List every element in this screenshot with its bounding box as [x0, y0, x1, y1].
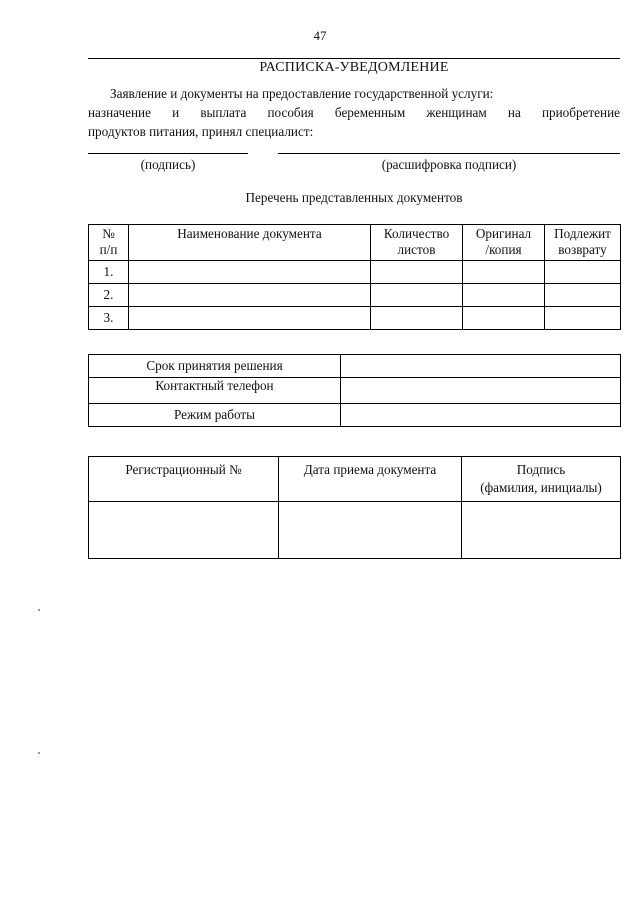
doc-name-cell[interactable] [129, 307, 371, 330]
documents-list-title: Перечень представленных документов [245, 190, 463, 205]
documents-table-header [89, 225, 621, 261]
scan-speck [38, 752, 40, 754]
header-num: № п/п [89, 225, 129, 261]
table-row [89, 261, 621, 284]
registration-table [88, 456, 621, 559]
decision-term-value[interactable] [341, 355, 621, 378]
contact-phone-value[interactable] [341, 378, 621, 404]
doc-name-cell[interactable] [129, 284, 371, 307]
table-row [89, 284, 621, 307]
intro-paragraph [88, 84, 620, 141]
header-registration-number: Регистрационный № [89, 457, 279, 502]
original-copy-cell[interactable] [463, 307, 545, 330]
contact-phone-label: Контактный телефон [89, 378, 341, 404]
row-num: 3. [89, 307, 129, 330]
header-return: Подлежит возврату [545, 225, 621, 261]
intro-line-3: продуктов питания, принял специалист: [88, 124, 314, 139]
return-cell[interactable] [545, 261, 621, 284]
doc-name-cell[interactable] [129, 261, 371, 284]
intro-line-2: назначение и выплата пособия беременным женщинам на приобретение [88, 105, 620, 120]
receipt-date-cell[interactable] [279, 502, 462, 559]
table-row [89, 502, 621, 559]
signature-decode-line[interactable] [278, 153, 620, 154]
header-rule [88, 58, 620, 59]
table-row [89, 378, 621, 404]
signature-caption: (подпись) [140, 157, 196, 172]
original-copy-cell[interactable] [463, 261, 545, 284]
work-hours-value[interactable] [341, 404, 621, 427]
row-num: 2. [89, 284, 129, 307]
decision-term-label: Срок принятия решения [89, 355, 341, 378]
row-num: 1. [89, 261, 129, 284]
registration-table-header [89, 457, 621, 502]
table-row [89, 307, 621, 330]
sheet-count-cell[interactable] [371, 261, 463, 284]
header-sheet-count: Количество листов [371, 225, 463, 261]
sheet-count-cell[interactable] [371, 307, 463, 330]
signature-decode-caption: (расшифровка подписи) [381, 157, 517, 172]
info-table [88, 354, 621, 427]
sheet-count-cell[interactable] [371, 284, 463, 307]
return-cell[interactable] [545, 307, 621, 330]
intro-line-1: Заявление и документы на предоставление государственной услуги: [110, 86, 494, 101]
header-signature: Подпись (фамилия, инициалы) [462, 457, 621, 502]
document-title: РАСПИСКА-УВЕДОМЛЕНИЕ [259, 60, 449, 75]
return-cell[interactable] [545, 284, 621, 307]
page-number: 47 [313, 28, 327, 43]
work-hours-label: Режим работы [89, 404, 341, 427]
header-receipt-date: Дата приема документа [279, 457, 462, 502]
header-original-copy: Оригинал /копия [463, 225, 545, 261]
header-doc-name: Наименование документа [129, 225, 371, 261]
table-row [89, 355, 621, 378]
signature-line[interactable] [88, 153, 248, 154]
table-row [89, 404, 621, 427]
signature-cell[interactable] [462, 502, 621, 559]
registration-number-cell[interactable] [89, 502, 279, 559]
scan-speck [38, 609, 40, 611]
original-copy-cell[interactable] [463, 284, 545, 307]
documents-table [88, 224, 621, 330]
